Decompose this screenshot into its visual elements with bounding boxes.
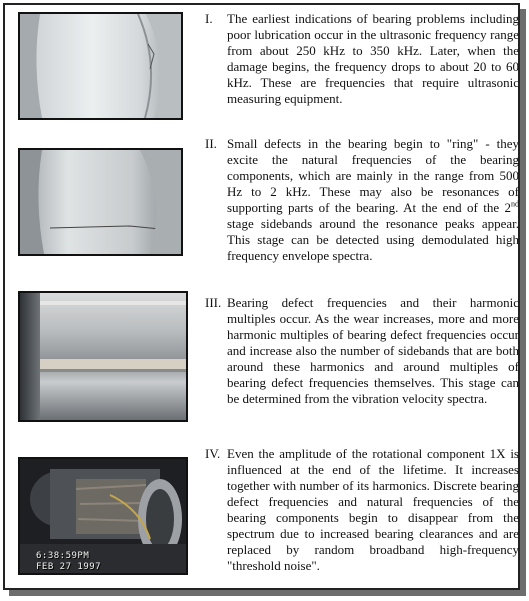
stage-2-description xyxy=(227,136,519,264)
stage-1-description: The earliest indications of bearing problems including poor lubrication occur in the ultrasonic frequency range from about 250 kHz to 350 kHz. Later, when the damage begins, the frequency drops to about 20 to 60 kHz. These are frequencies that require ultrasonic measuring equipment. xyxy=(227,11,519,106)
stage-2-ordinal-suffix: nd xyxy=(511,199,519,209)
photo-timestamp-time: 6:38:59PM xyxy=(36,551,90,561)
bearing-stages-panel xyxy=(3,3,520,590)
stage-2-description-part-a: Small defects in the bearing begin to "ring" - they excite the natural frequencies of the bearing components, which are mainly in the range from 500 Hz to 2 kHz. These may also be resonances of supporting parts of the bearing. At the end of the 2 xyxy=(227,136,519,215)
stage-3-photo-image xyxy=(20,293,186,420)
stage-1-photo-image xyxy=(20,14,181,118)
stage-2-description-part-b: stage sidebands around the resonance peaks appear. This stage can be detected using demodulated high frequency envelope spectra. xyxy=(227,216,519,263)
stage-4-description: Even the amplitude of the rotational component 1X is influenced at the end of the lifetime. It increases together with number of its harmonics. Discrete bearing defect frequencies and natural frequencies of the bearing components begin to disappear from the spectrum due to increased bearing clearances and are replaced by random broadband high-frequency "threshold noise". xyxy=(227,446,519,573)
photo-timestamp-date: FEB 27 1997 xyxy=(36,562,102,572)
failed-bearing-end-of-life-photo xyxy=(18,457,188,575)
bearing-race-wear-stage-photo xyxy=(18,291,188,422)
bearing-race-ultrasonic-stage-photo xyxy=(18,12,183,120)
stage-3-description: Bearing defect frequencies and their harmonic multiples occur. As the wear increases, more and more harmonic multiples of bearing defect frequencies occur and increase also the number of sidebands that are both around these harmonics and around multiples of bearing defect frequencies themselves. This stage can be determined from the vibration velocity spectra. xyxy=(227,295,519,406)
stage-2-photo-image xyxy=(20,150,181,254)
stage-4-numeral: IV. xyxy=(205,446,221,461)
stage-2-numeral: II. xyxy=(205,136,217,151)
bearing-race-ringing-stage-photo xyxy=(18,148,183,256)
stage-1-numeral: I. xyxy=(205,11,213,26)
stage-3-numeral: III. xyxy=(205,295,222,310)
